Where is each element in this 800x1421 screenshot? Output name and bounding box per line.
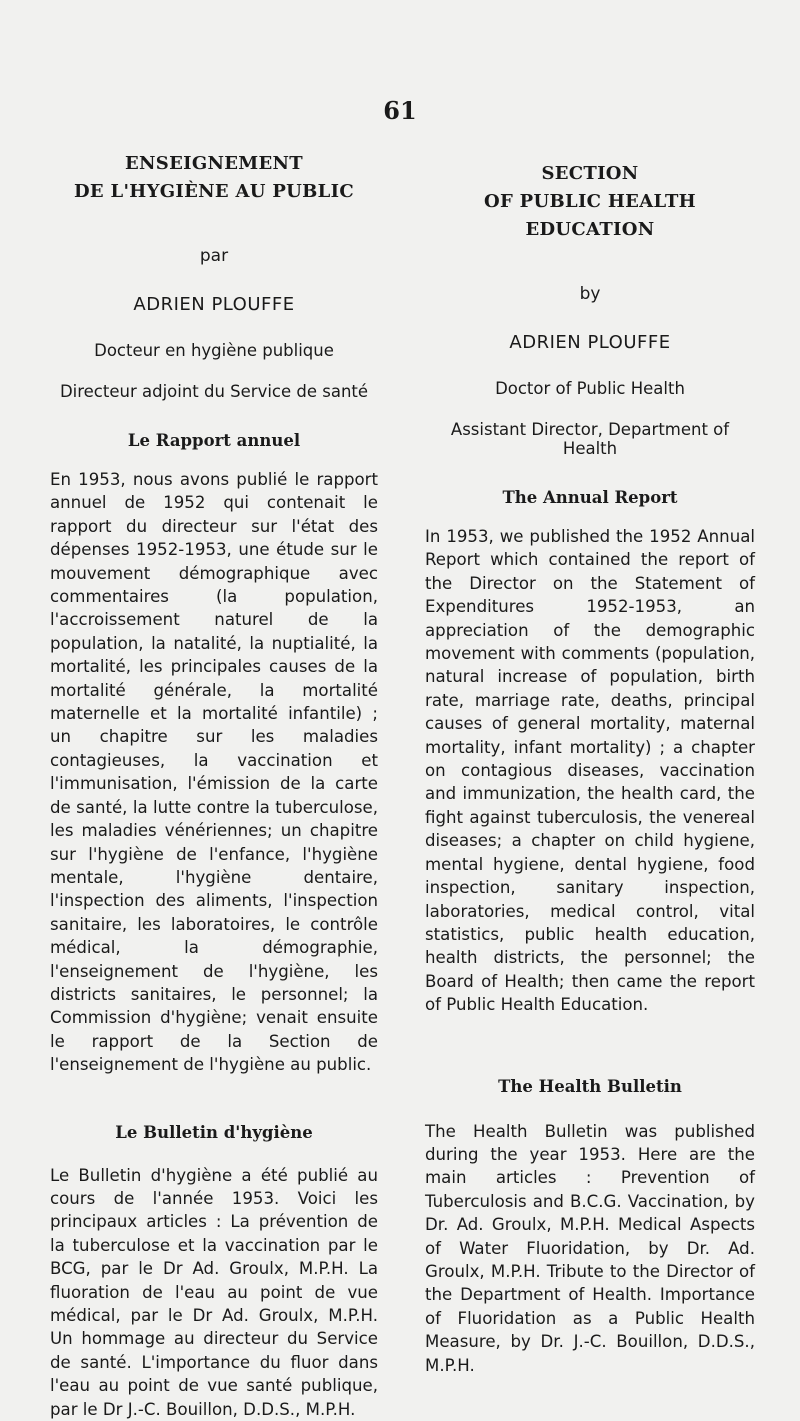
article-title-en (425, 160, 755, 244)
title-line-2: OF PUBLIC HEALTH EDUCATION (484, 191, 696, 240)
author-credential-en: Doctor of Public Health (495, 379, 685, 398)
page-number: 61 (383, 96, 417, 125)
byline-en: by (579, 284, 601, 304)
author-name-en: ADRIEN PLOUFFE (509, 332, 671, 353)
french-column (50, 150, 378, 1421)
section-title-annual-report-en: The Annual Report (502, 488, 678, 507)
author-name-fr: ADRIEN PLOUFFE (133, 294, 295, 315)
author-position-fr: Directeur adjoint du Service de santé (59, 382, 369, 401)
english-column (425, 150, 755, 1377)
section-title-bulletin-en: The Health Bulletin (498, 1076, 682, 1096)
title-line-1: SECTION (541, 163, 639, 184)
bulletin-paragraph-fr: Le Bulletin d'hygiène a été publié au cours de l'année 1953. Voici les principaux articles : La prévention de la tuberculose et la vaccination par le BCG, par le Dr Ad. Groulx, M.P.H. La fluoration de l'eau au point de vue médical, par le Dr Ad. Groulx, M.P.H. Un hommage au directeur du Service de santé. L'importance du fluor dans l'eau au point de vue santé publique, par le Dr J.-C. Bouillon, D.D.S., M.P.H. (50, 1165, 378, 1419)
annual-report-paragraph-fr: En 1953, nous avons publié le rapport annuel de 1952 qui contenait le rapport du directeur sur l'état des dépenses 1952-1953, une étude sur le mouvement démographique avec commentaires (la population, l'accroissement naturel de la population, la natalité, la nuptialité, la mortalité, les principales causes de la mortalité générale, la mortalité maternelle et la mortalité infantile) ; un chapitre sur les maladies contagieuses, la vaccination et l'immunisation, l'émission de la carte de santé, la lutte contre la tuberculose, les maladies vénériennes; un chapitre sur l'hygiène de l'enfance, l'hygiène mentale, l'hygiène dentaire, l'inspection des aliments, l'inspection sanitaire, les laboratoires, le contrôle médical, la démographie, l'enseignement de l'hygiène, les districts sanitaires, le personnel; la Commission d'hygiène; venait ensuite le rapport de la Section de l'enseignement de l'hygiène au public. (50, 470, 378, 1075)
title-line-1: ENSEIGNEMENT (125, 153, 303, 174)
title-line-2: DE L'HYGIÈNE AU PUBLIC (74, 181, 354, 202)
author-credential-fr: Docteur en hygiène publique (94, 341, 334, 360)
annual-report-paragraph-en: In 1953, we published the 1952 Annual Report which contained the report of the Director on the Statement of Expenditures 1952-1953, an appreciation of the demographic movement with comments (population, natural increase of population, birth rate, marriage rate, deaths, principal causes of general mortality, maternal mortality, infant mortality) ; a chapter on contagious diseases, vaccination and immunization, the health card, the fight against tuberculosis, the venereal diseases; a chapter on child hygiene, mental hygiene, dental hygiene, food inspection, sanitary inspection, laboratories, medical control, vital statistics, public health education, health districts, the personnel; the Board of Health; then came the report of Public Health Education. (425, 527, 755, 1015)
byline-fr: par (199, 246, 229, 266)
section-title-bulletin-fr: Le Bulletin d'hygiène (115, 1122, 313, 1142)
section-title-annual-report-fr: Le Rapport annuel (127, 431, 301, 450)
author-position-en: Assistant Director, Department of Health (450, 420, 730, 458)
bulletin-paragraph-en: The Health Bulletin was published during the year 1953. Here are the main articles : Prevention of Tuberculosis and B.C.G. Vaccination, by Dr. Ad. Groulx, M.P.H. Medical Aspects of Water Fluoridation, by Dr. Ad. Groulx, M.P.H. Tribute to the Director of the Department of Health. Importance of Fluoridation as a Public Health Measure, by Dr. J.-C. Bouillon, D.D.S., M.P.H. (425, 1121, 755, 1375)
article-title-fr (50, 150, 378, 206)
